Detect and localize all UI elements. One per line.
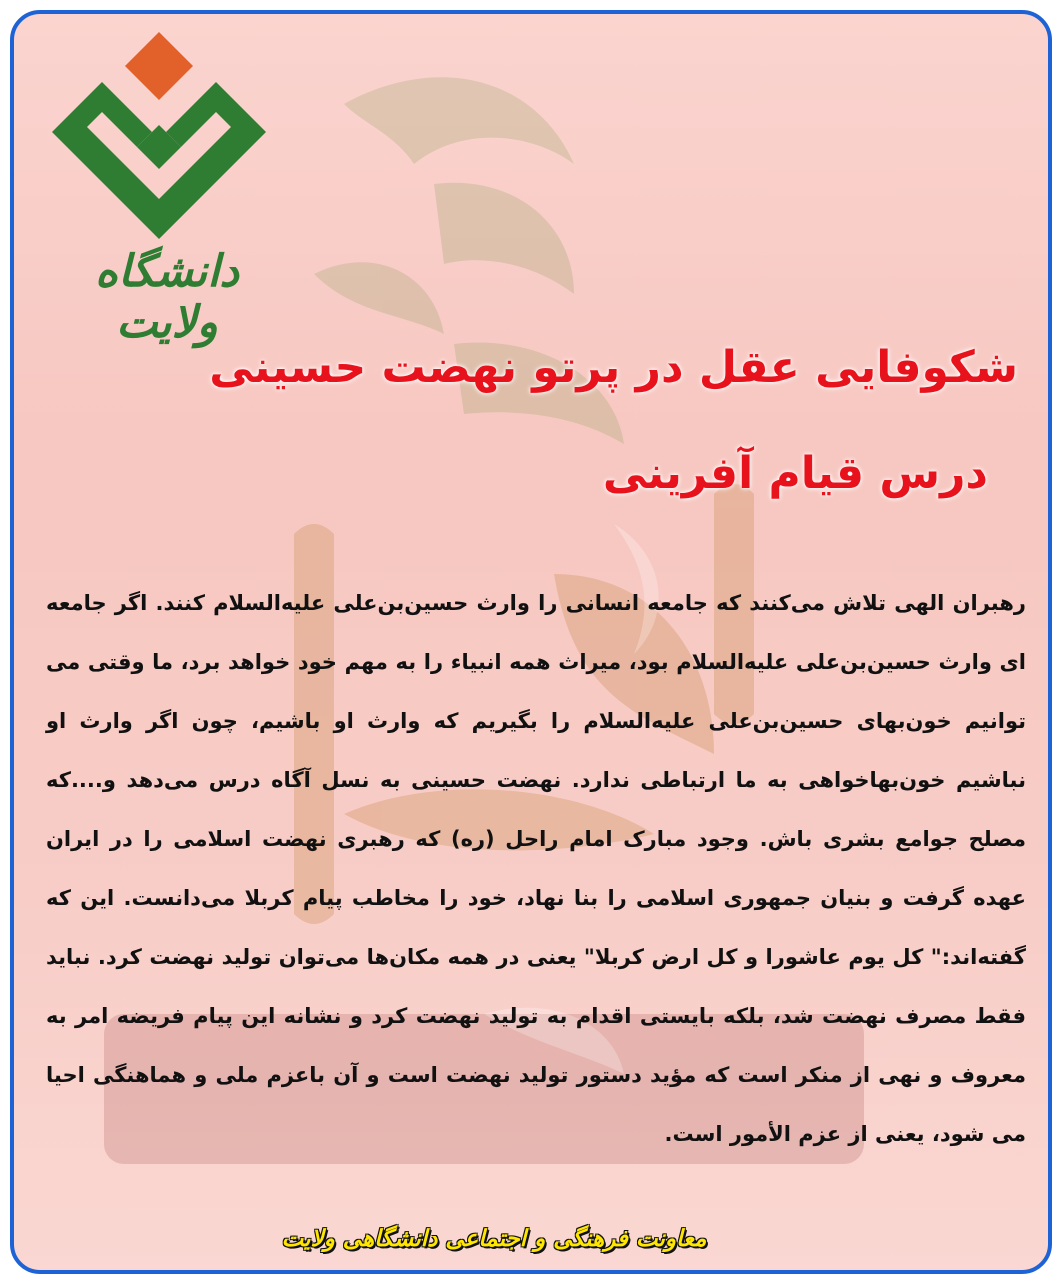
body-paragraph: رهبران الهی تلاش می‌کنند که جامعه انسانی را وارث حسین‌بن‌علی علیه‌السلام کنند. اگر جامعه ای وارث حسین‌بن‌علی علیه‌السلام بود، میراث همه انبیاء را به مهم خود خواهد برد، ما وقتی می توانیم خون‌بهای حسین‌بن‌علی علیه‌السلام را بگیریم که وارث او باشیم، چون اگر وارث او نباشیم خون‌بهاخواهی به ما ارتباطی ندارد. نهضت حسینی به نسل آگاه درس می‌دهد و....که مصلح جوامع بشری باش. وجود مبارک امام راحل (ره) که رهبری نهضت اسلامی را در ایران عهده گرفت و بنیان جمهوری اسلامی را بنا نهاد، خود را مخاطب پیام کربلا می‌دانست. این که گفته‌اند:" کل یوم عاشورا و کل ارض کربلا" یعنی در همه مکان‌ها می‌توان تولید نهضت کرد. نباید فقط مصرف نهضت شد، بلکه بایستی اقدام به تولید نهضت کرد و نشانه این پیام فریضه امر به معروف و نهی از منکر است که مؤید دستور تولید نهضت است و آن باعزم ملی و هماهنگی احیا می شود، یعنی از عزم الأمور است. <box>46 591 1026 1146</box>
poster-frame <box>10 10 1052 1274</box>
footer-credit: معاونت فرهنگی و اجتماعی دانشگاهی ولایت <box>281 1226 707 1252</box>
page-subtitle: درس قیام آفرینی <box>602 448 988 499</box>
page-title: شکوفایی عقل در پرتو نهضت حسینی <box>209 342 1018 393</box>
logo-text: دانشگاه ولایت <box>94 246 240 348</box>
logo-diamond-icon <box>125 32 193 100</box>
